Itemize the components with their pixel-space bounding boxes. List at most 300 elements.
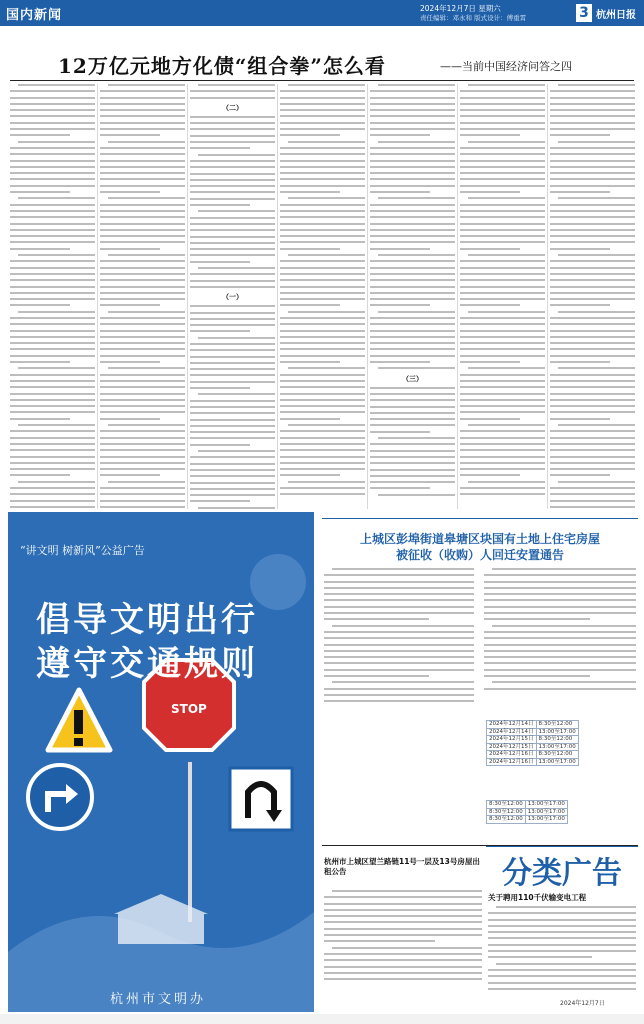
classified-banner: 分类广告 (502, 856, 622, 891)
text-line (18, 481, 95, 483)
text-line (100, 449, 185, 451)
text-line (550, 134, 610, 136)
text-line (484, 593, 636, 595)
text-line (370, 166, 455, 168)
text-line (484, 581, 636, 583)
text-line (280, 418, 340, 420)
text-line (280, 336, 365, 338)
text-line (10, 456, 95, 458)
text-line (100, 122, 185, 124)
text-line (460, 97, 545, 99)
text-line (550, 506, 635, 508)
text-line (280, 273, 365, 275)
text-line (460, 267, 545, 269)
text-line (10, 103, 95, 105)
text-line (190, 387, 250, 389)
classified-top-rule (486, 846, 638, 847)
text-line (484, 574, 636, 576)
text-line (550, 411, 635, 413)
notice-rule (322, 518, 638, 519)
text-line (10, 279, 95, 281)
article-column-6 (460, 84, 545, 509)
text-line (108, 141, 185, 143)
table-cell: 8:30至12:00 (536, 736, 578, 744)
text-line (550, 336, 635, 338)
text-line (280, 304, 340, 306)
text-line (324, 934, 482, 936)
text-line (18, 254, 95, 256)
text-line (370, 418, 455, 420)
text-line (100, 229, 185, 231)
text-line (460, 393, 545, 395)
text-line (550, 216, 635, 218)
text-line (108, 254, 185, 256)
text-line (10, 418, 70, 420)
text-line (190, 286, 275, 288)
text-line (370, 229, 455, 231)
table-cell: 2024年12月14日 (487, 721, 537, 729)
text-line (488, 912, 636, 914)
table-cell: 8:30至12:00 (487, 808, 526, 816)
text-line (550, 342, 635, 344)
text-line (370, 292, 455, 294)
table-cell: 2024年12月16日 (487, 758, 537, 766)
text-line (460, 456, 545, 458)
text-line (324, 928, 482, 930)
text-line (550, 487, 635, 489)
table-cell: 8:30至12:00 (536, 721, 578, 729)
text-line (10, 317, 95, 319)
text-line (100, 380, 185, 382)
text-line (10, 449, 95, 451)
text-line (460, 279, 545, 281)
text-line (190, 191, 275, 193)
text-line (288, 424, 365, 426)
text-line (198, 337, 275, 339)
article-column-5 (370, 84, 455, 509)
text-line (288, 367, 365, 369)
text-line (370, 424, 455, 426)
column-divider (277, 84, 278, 509)
table-cell: 2024年12月16日 (487, 751, 537, 759)
text-line (324, 599, 474, 601)
table-row (487, 808, 568, 816)
warning-mark-icon (74, 710, 83, 734)
text-line (10, 172, 95, 174)
text-line (190, 431, 275, 433)
text-line (280, 210, 365, 212)
text-line (558, 424, 635, 426)
text-line (190, 280, 275, 282)
text-line (370, 248, 430, 250)
text-line (280, 456, 365, 458)
text-line (370, 317, 455, 319)
text-line (488, 956, 592, 958)
text-line (460, 437, 545, 439)
text-line (280, 487, 365, 489)
text-line (280, 468, 365, 470)
text-line (198, 393, 275, 395)
stop-sign-label: STOP (171, 702, 207, 716)
text-line (100, 191, 160, 193)
text-line (332, 625, 474, 627)
text-line (280, 330, 365, 332)
text-line (324, 618, 429, 620)
text-line (10, 90, 95, 92)
text-line (198, 507, 275, 509)
text-line (460, 286, 545, 288)
text-line (550, 405, 635, 407)
text-line (10, 468, 95, 470)
article-column-7 (550, 84, 635, 509)
text-line (288, 311, 365, 313)
notice-title-line2: 被征收（收购）人回迁安置通告 (395, 548, 564, 562)
section-mark: （一） (222, 293, 243, 302)
text-line (492, 568, 636, 570)
text-line (370, 298, 455, 300)
text-line (324, 959, 482, 961)
text-line (100, 204, 185, 206)
column-divider (187, 84, 188, 509)
text-line (108, 197, 185, 199)
text-line (550, 317, 635, 319)
text-line (460, 248, 520, 250)
text-line (100, 405, 185, 407)
notice-schedule-table (486, 720, 579, 766)
text-line (550, 191, 610, 193)
text-line (460, 103, 545, 105)
text-line (10, 430, 95, 432)
text-line (10, 393, 95, 395)
text-line (190, 494, 275, 496)
text-line (550, 330, 635, 332)
text-line (10, 223, 95, 225)
text-line (488, 937, 636, 939)
text-line (370, 469, 455, 471)
text-line (460, 292, 545, 294)
text-line (324, 896, 482, 898)
text-line (10, 248, 70, 250)
text-line (460, 380, 545, 382)
text-line (190, 469, 275, 471)
text-line (100, 235, 185, 237)
text-line (324, 915, 482, 917)
text-line (100, 418, 160, 420)
text-line (460, 109, 545, 111)
text-line (550, 166, 635, 168)
text-line (460, 160, 545, 162)
text-line (190, 356, 275, 358)
text-line (280, 380, 365, 382)
text-line (460, 134, 520, 136)
text-line (280, 298, 365, 300)
text-line (280, 323, 365, 325)
text-line (190, 147, 250, 149)
text-line (460, 386, 545, 388)
text-line (550, 474, 610, 476)
text-line (190, 324, 275, 326)
text-line (370, 191, 430, 193)
text-line (370, 134, 430, 136)
text-line (370, 336, 455, 338)
text-line (100, 223, 185, 225)
text-line (288, 141, 365, 143)
text-line (468, 254, 545, 256)
text-line (190, 343, 275, 345)
table-cell: 2024年12月15日 (487, 743, 537, 751)
text-line (378, 311, 455, 313)
text-line (550, 443, 635, 445)
text-line (100, 286, 185, 288)
text-line (18, 311, 95, 313)
text-line (484, 606, 636, 608)
article-column-4 (280, 84, 365, 509)
text-line (100, 134, 160, 136)
notice-body-left (324, 568, 474, 708)
text-line (324, 637, 474, 639)
text-line (10, 493, 95, 495)
table-row (487, 751, 579, 759)
text-line (468, 197, 545, 199)
text-line (198, 154, 275, 156)
text-line (332, 681, 474, 683)
table-cell: 13:00至17:00 (525, 816, 567, 824)
masthead: 杭州日报 (596, 10, 636, 21)
text-line (370, 348, 455, 350)
text-line (100, 330, 185, 332)
text-line (550, 493, 635, 495)
text-line (280, 267, 365, 269)
text-line (280, 147, 365, 149)
text-line (190, 437, 275, 439)
page-footer (0, 1014, 644, 1024)
text-line (324, 587, 474, 589)
text-line (550, 500, 635, 502)
text-line (468, 141, 545, 143)
rental-notice-title: 杭州市上城区望兰路链11号一层及13号房屋出租公告 (324, 857, 480, 876)
psa-illustration (8, 512, 314, 1012)
text-line (460, 147, 545, 149)
text-line (280, 355, 365, 357)
text-line (460, 493, 545, 495)
text-line (460, 229, 545, 231)
text-line (558, 311, 635, 313)
text-line (288, 254, 365, 256)
article-column-2 (100, 84, 185, 509)
text-line (100, 128, 185, 130)
text-line (100, 298, 185, 300)
text-line (460, 374, 545, 376)
text-line (280, 97, 365, 99)
text-line (10, 443, 95, 445)
text-line (370, 147, 455, 149)
text-line (100, 292, 185, 294)
text-line (484, 587, 636, 589)
text-line (280, 90, 365, 92)
article-title: 12万亿元地方化债“组合拳”怎么看 (58, 54, 386, 78)
text-line (190, 488, 275, 490)
text-line (190, 406, 275, 408)
text-line (100, 437, 185, 439)
text-line (280, 462, 365, 464)
text-line (280, 342, 365, 344)
text-line (370, 223, 455, 225)
text-line (10, 160, 95, 162)
text-line (280, 411, 365, 413)
text-line (550, 437, 635, 439)
text-line (10, 153, 95, 155)
text-line (550, 430, 635, 432)
text-line (370, 153, 455, 155)
text-line (550, 279, 635, 281)
text-line (100, 393, 185, 395)
text-line (190, 122, 275, 124)
text-line (332, 947, 482, 949)
issue-date: 2024年12月7日 星期六 (420, 4, 501, 13)
text-line (550, 260, 635, 262)
text-line (484, 631, 636, 633)
text-line (370, 412, 455, 414)
text-line (100, 474, 160, 476)
text-line (488, 944, 636, 946)
text-line (190, 400, 275, 402)
text-line (324, 650, 474, 652)
text-line (10, 399, 95, 401)
text-line (190, 475, 275, 477)
text-line (190, 368, 275, 370)
text-line (468, 367, 545, 369)
text-line (378, 437, 455, 439)
text-line (370, 122, 455, 124)
text-line (378, 141, 455, 143)
text-line (550, 172, 635, 174)
text-line (100, 348, 185, 350)
text-line (370, 481, 455, 483)
text-line (100, 216, 185, 218)
text-line (370, 462, 455, 464)
text-line (484, 637, 636, 639)
public-service-ad (8, 512, 314, 1012)
text-line (550, 248, 610, 250)
text-line (324, 574, 474, 576)
text-line (10, 405, 95, 407)
text-line (100, 160, 185, 162)
text-line (10, 166, 95, 168)
text-line (100, 430, 185, 432)
text-line (460, 223, 545, 225)
text-line (280, 115, 365, 117)
text-line (100, 342, 185, 344)
text-line (370, 393, 455, 395)
text-line (370, 456, 455, 458)
text-line (324, 978, 482, 980)
text-line (100, 90, 185, 92)
text-line (460, 191, 520, 193)
text-line (370, 178, 455, 180)
text-line (370, 103, 455, 105)
text-line (460, 210, 545, 212)
table-row (487, 728, 579, 736)
text-line (100, 279, 185, 281)
text-line (460, 355, 545, 357)
text-line (100, 273, 185, 275)
text-line (550, 298, 635, 300)
text-line (190, 97, 275, 99)
text-line (190, 444, 250, 446)
text-line (370, 355, 455, 357)
text-line (550, 97, 635, 99)
text-line (460, 342, 545, 344)
text-line (190, 248, 275, 250)
text-line (10, 380, 95, 382)
text-line (460, 166, 545, 168)
text-line (10, 267, 95, 269)
text-line (488, 919, 636, 921)
text-line (550, 386, 635, 388)
article-column-3 (190, 84, 275, 509)
text-line (280, 260, 365, 262)
text-line (288, 197, 365, 199)
text-line (370, 431, 430, 433)
text-line (558, 141, 635, 143)
text-line (460, 399, 545, 401)
text-line (332, 568, 474, 570)
text-line (558, 254, 635, 256)
text-line (460, 298, 545, 300)
text-line (378, 367, 455, 369)
text-line (100, 178, 185, 180)
text-line (370, 160, 455, 162)
text-line (370, 241, 455, 243)
text-line (280, 386, 365, 388)
text-line (460, 411, 545, 413)
column-divider (367, 84, 368, 509)
text-line (460, 172, 545, 174)
text-line (324, 593, 474, 595)
text-line (460, 90, 545, 92)
text-line (10, 273, 95, 275)
text-line (100, 166, 185, 168)
text-line (324, 606, 474, 608)
text-line (10, 437, 95, 439)
text-line (190, 456, 275, 458)
text-line (280, 134, 340, 136)
text-line (280, 185, 365, 187)
text-line (100, 456, 185, 458)
text-line (190, 90, 275, 92)
text-line (10, 134, 70, 136)
text-line (550, 273, 635, 275)
psa-headline-line1: 倡导文明出行 (36, 600, 258, 640)
text-line (496, 963, 636, 965)
table-cell: 13:00至17:00 (525, 801, 567, 809)
text-line (10, 292, 95, 294)
text-line (198, 84, 275, 86)
text-line (10, 374, 95, 376)
text-line (460, 204, 545, 206)
text-line (280, 235, 365, 237)
text-line (280, 430, 365, 432)
text-line (190, 223, 275, 225)
text-line (190, 229, 275, 231)
text-line (324, 612, 474, 614)
editor-line: 责任编辑：邓永和 版式设计：傅重霄 (420, 14, 527, 22)
text-line (190, 419, 275, 421)
text-line (484, 650, 636, 652)
text-line (370, 342, 455, 344)
text-line (550, 210, 635, 212)
text-line (550, 380, 635, 382)
